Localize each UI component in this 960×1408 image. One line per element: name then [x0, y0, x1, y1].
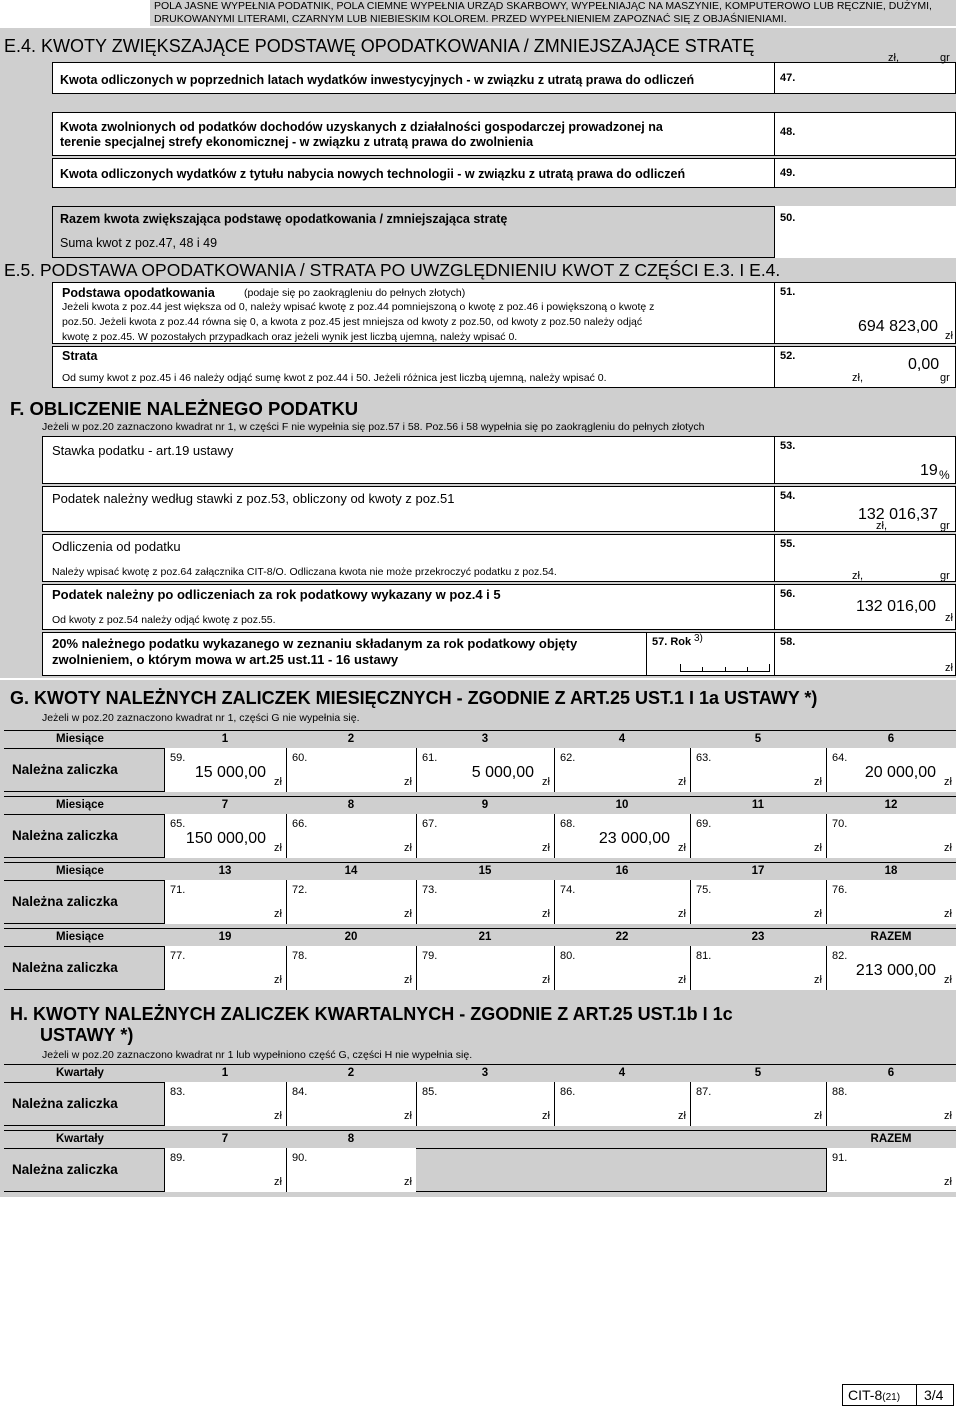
monthly-column-head: 7: [221, 799, 229, 811]
quarterly-advance-label: Należna zaliczka: [12, 1096, 118, 1111]
monthly-advance-label: Należna zaliczka: [12, 828, 118, 843]
row-51-desc-line1: Jeżeli kwota z poz.44 jest większa od 0, należy wpisać kwotę z poz.44 pomniejszoną o kwotę z poz.46 i powiększoną o kwotę z: [62, 301, 655, 313]
field-number-56: 56.: [780, 588, 796, 600]
monthly-column-head: 10: [615, 799, 629, 811]
unit-zl: zł: [814, 776, 822, 788]
field-number-55: 55.: [780, 538, 796, 550]
row-54-label: Podatek należny według stawki z poz.53, obliczony od kwoty z poz.51: [52, 491, 455, 506]
year-tick: [725, 667, 726, 672]
monthly-column-head: 19: [218, 931, 232, 943]
unit-zl: zł,: [852, 372, 863, 384]
monthly-field-number: 80.: [560, 950, 576, 962]
row-48-divider: [774, 112, 775, 156]
row-50-label: Razem kwota zwiększająca podstawę opodatkowania / zmniejszająca stratę: [60, 212, 508, 226]
section-h-title-line2: USTAWY *): [40, 1025, 134, 1045]
quarterly-column-head: 7: [221, 1133, 229, 1145]
form-version: (21): [882, 1392, 901, 1403]
monthly-column-head: 14: [344, 865, 358, 877]
monthly-column-head: 5: [754, 733, 762, 745]
field-number-58: 58.: [780, 636, 796, 648]
monthly-column-head: 6: [887, 733, 895, 745]
monthly-column-head: 23: [751, 931, 765, 943]
unit-zl: zł: [945, 662, 953, 674]
unit-zl: zł: [945, 330, 953, 342]
monthly-column-head: 3: [481, 733, 489, 745]
unit-zl: zł: [678, 1110, 686, 1122]
field-47-input[interactable]: [776, 62, 956, 94]
unit-percent: %: [939, 468, 950, 482]
unit-zl: zł: [678, 974, 686, 986]
field-number-47: 47.: [780, 72, 796, 84]
unit-zl: zł: [274, 974, 282, 986]
row-58-divider: [774, 632, 775, 676]
row-52-label: Strata: [62, 349, 98, 363]
monthly-field-number: 62.: [560, 752, 576, 764]
quarterly-row-label: Kwartały: [56, 1067, 104, 1079]
row-56-description: Od kwoty z poz.54 należy odjąć kwotę z poz.55.: [52, 614, 276, 626]
unit-zl: zł: [944, 974, 952, 986]
monthly-advance-label: Należna zaliczka: [12, 960, 118, 975]
field-number-54: 54.: [780, 490, 796, 502]
unit-zl: zł: [678, 776, 686, 788]
monthly-row-label: Miesiące: [56, 799, 104, 811]
unit-zl: zł: [274, 1176, 282, 1188]
unit-zl: zł: [542, 1110, 550, 1122]
row-55-label: Odliczenia od podatku: [52, 539, 181, 554]
monthly-column-head: 16: [615, 865, 629, 877]
unit-zl: zł: [944, 776, 952, 788]
monthly-field-number: 72.: [292, 884, 308, 896]
unit-zl: zł: [404, 974, 412, 986]
quarterly-field-number: 88.: [832, 1086, 848, 1098]
monthly-column-head: 20: [344, 931, 358, 943]
unit-zl: zł,: [876, 520, 887, 532]
quarterly-field-number: 87.: [696, 1086, 712, 1098]
monthly-field-number: 74.: [560, 884, 576, 896]
field-53-value[interactable]: 19: [920, 462, 938, 479]
unit-gr: gr: [940, 570, 950, 582]
quarterly-column-head: 6: [887, 1067, 895, 1079]
row-57-left-divider: [646, 632, 647, 676]
monthly-column-head: 21: [478, 931, 492, 943]
monthly-column-head: 4: [618, 733, 626, 745]
monthly-row-label: Miesiące: [56, 733, 104, 745]
quarterly-field-number: 89.: [170, 1152, 186, 1164]
field-49-input[interactable]: [776, 158, 956, 188]
unit-zl: zł: [814, 974, 822, 986]
field-number-52: 52.: [780, 350, 796, 362]
unit-zl: zł: [542, 908, 550, 920]
unit-zl: zł: [944, 1176, 952, 1188]
section-e4-title: E.4. KWOTY ZWIĘKSZAJĄCE PODSTAWĘ OPODATKOWANIA / ZMNIEJSZAJĄCE STRATĘ: [4, 36, 755, 56]
unit-zl: zł: [678, 908, 686, 920]
row-51-divider: [774, 282, 775, 344]
field-48-input[interactable]: [776, 112, 956, 156]
unit-zl: zł: [945, 612, 953, 624]
monthly-field-number: 82.: [832, 950, 848, 962]
section-h-note: Jeżeli w poz.20 zaznaczono kwadrat nr 1 lub wypełniono część G, części H nie wypełnia się.: [42, 1049, 473, 1061]
monthly-field-number: 73.: [422, 884, 438, 896]
monthly-column-head: 2: [347, 733, 355, 745]
unit-zl: zł: [404, 776, 412, 788]
unit-zl: zł: [274, 842, 282, 854]
unit-zl: zł: [542, 776, 550, 788]
monthly-field-number: 64.: [832, 752, 848, 764]
row-48-label-line2: terenie specjalnej strefy ekonomicznej - w związku z utratą prawa do zwolnienia: [60, 135, 534, 149]
unit-zl: zł: [944, 908, 952, 920]
monthly-field-number: 76.: [832, 884, 848, 896]
row-51-note: (podaje się po zaokrągleniu do pełnych złotych): [244, 287, 466, 299]
unit-zl: zł: [944, 1110, 952, 1122]
quarterly-row-label: Kwartały: [56, 1133, 104, 1145]
monthly-field-value[interactable]: 213 000,00: [855, 962, 936, 979]
row-52-divider: [774, 346, 775, 388]
monthly-column-head: 15: [478, 865, 492, 877]
field-number-57: 57. Rok: [652, 636, 692, 648]
unit-zl: zł: [944, 842, 952, 854]
row-58-label-line1: 20% należnego podatku wykazanego w zeznaniu składanym za rok podatkowy objęty: [52, 636, 578, 651]
row-52-description: Od sumy kwot z poz.45 i 46 należy odjąć sumę kwot z poz.44 i 50. Jeżeli różnica jest liczbą ujemną, należy wpisać 0.: [62, 372, 607, 384]
quarterly-advance-label: Należna zaliczka: [12, 1162, 118, 1177]
quarterly-body-row: [4, 1148, 956, 1192]
monthly-field-number: 59.: [170, 752, 186, 764]
quarterly-column-head: 8: [347, 1133, 355, 1145]
unit-zl: zł: [274, 776, 282, 788]
monthly-field-number: 68.: [560, 818, 576, 830]
monthly-column-head: 13: [218, 865, 232, 877]
monthly-column-head: 12: [884, 799, 898, 811]
monthly-column-head: 17: [751, 865, 765, 877]
unit-zl: zł,: [852, 570, 863, 582]
monthly-column-head: 9: [481, 799, 489, 811]
unit-gr: gr: [940, 52, 950, 64]
monthly-field-number: 69.: [696, 818, 712, 830]
field-50-input[interactable]: [774, 206, 956, 258]
monthly-field-number: 71.: [170, 884, 186, 896]
quarterly-field-number: 85.: [422, 1086, 438, 1098]
section-g-title: G. KWOTY NALEŻNYCH ZALICZEK MIESIĘCZNYCH - ZGODNIE Z ART.25 UST.1 I 1a USTAWY *): [10, 688, 818, 708]
unit-zl: zł: [274, 908, 282, 920]
field-number-49: 49.: [780, 167, 796, 179]
quarterly-field-number: 83.: [170, 1086, 186, 1098]
monthly-column-head: 11: [751, 799, 765, 811]
section-f-note: Jeżeli w poz.20 zaznaczono kwadrat nr 1, w części F nie wypełnia się poz.57 i 58. Poz.56 i 58 wypełnia się po zaokrągleniu do pełnych złotych: [42, 421, 705, 433]
unit-zl: zł: [542, 974, 550, 986]
monthly-advance-label: Należna zaliczka: [12, 894, 118, 909]
row-51-description: [62, 300, 762, 345]
row-47-label: Kwota odliczonych w poprzednich latach wydatków inwestycyjnych - w związku z utratą prawa do odliczeń: [60, 73, 695, 87]
monthly-field-number: 75.: [696, 884, 712, 896]
unit-zl: zł: [678, 842, 686, 854]
year-tick: [747, 667, 748, 672]
row-49-label: Kwota odliczonych wydatków z tytułu nabycia nowych technologii - w związku z utratą prawa do odliczeń: [60, 167, 686, 181]
row-58-label-line2: zwolnieniem, o którym mowa w art.25 ust.11 - 16 ustawy: [52, 652, 399, 667]
monthly-column-head: 1: [221, 733, 229, 745]
unit-zl: zł,: [888, 52, 899, 64]
unit-zl: zł: [404, 842, 412, 854]
monthly-field-value[interactable]: 150 000,00: [185, 830, 266, 847]
monthly-column-head: 22: [615, 931, 629, 943]
quarterly-column-head: 5: [754, 1067, 762, 1079]
footer-form-id: [848, 1387, 900, 1403]
unit-zl: zł: [814, 1110, 822, 1122]
unit-zl: zł: [814, 842, 822, 854]
field-51-value[interactable]: 694 823,00: [858, 318, 939, 335]
form-name: CIT-8: [848, 1387, 883, 1403]
quarterly-column-head: 2: [347, 1067, 355, 1079]
row-53-divider: [774, 436, 775, 484]
field-54-value[interactable]: 132 016,37: [858, 506, 939, 523]
quarterly-header-row: [4, 1130, 956, 1148]
monthly-column-head: 18: [884, 865, 898, 877]
field-number-50: 50.: [780, 212, 796, 224]
section-h-title-line1: H. KWOTY NALEŻNYCH ZALICZEK KWARTALNYCH - ZGODNIE Z ART.25 UST.1b I 1c: [10, 1004, 733, 1024]
row-54-divider: [774, 486, 775, 532]
section-g-note: Jeżeli w poz.20 zaznaczono kwadrat nr 1, części G nie wypełnia się.: [42, 712, 360, 724]
row-56-divider: [774, 584, 775, 630]
quarterly-field-number: 90.: [292, 1152, 308, 1164]
monthly-field-value[interactable]: 20 000,00: [864, 764, 936, 781]
unit-zl: zł: [404, 1110, 412, 1122]
unit-gr: gr: [940, 520, 950, 532]
footnote-3-marker: 3): [694, 633, 703, 644]
monthly-column-head: RAZEM: [870, 931, 912, 943]
monthly-field-number: 65.: [170, 818, 186, 830]
monthly-field-number: 63.: [696, 752, 712, 764]
monthly-row-label: Miesiące: [56, 865, 104, 877]
row-53-label: Stawka podatku - art.19 ustawy: [52, 443, 234, 458]
quarterly-field-number: 86.: [560, 1086, 576, 1098]
monthly-field-number: 78.: [292, 950, 308, 962]
quarterly-column-head: RAZEM: [870, 1133, 912, 1145]
unit-zl: zł: [814, 908, 822, 920]
instructions-note: POLA JASNE WYPEŁNIA PODATNIK, POLA CIEMNE WYPEŁNIA URZĄD SKARBOWY, WYPEŁNIAJĄC NA MASZYNIE, KOMPUTEROWO LUB RĘCZNIE, DUŻYMI, DRUKOWANYMI LITERAMI, CZARNYM LUB NIEBIESKIM KOLOREM. PRZED WYPEŁNIENIEM ZAPOZNAĆ SIĘ Z OBJAŚNIENIAMI.: [150, 0, 956, 26]
monthly-row-label: Miesiące: [56, 931, 104, 943]
monthly-field-number: 81.: [696, 950, 712, 962]
row-48-label-line1: Kwota zwolnionych od podatków dochodów uzyskanych z działalności gospodarczej prowadzonej na: [60, 120, 663, 134]
monthly-field-value[interactable]: 23 000,00: [598, 830, 670, 847]
monthly-field-number: 79.: [422, 950, 438, 962]
field-number-53: 53.: [780, 440, 796, 452]
monthly-field-number: 61.: [422, 752, 438, 764]
unit-zl: zł: [404, 1176, 412, 1188]
unit-zl: zł: [274, 1110, 282, 1122]
row-51-label: Podstawa opodatkowania: [62, 286, 215, 300]
field-52-value[interactable]: 0,00: [908, 356, 940, 373]
unit-gr: gr: [940, 372, 950, 384]
monthly-field-number: 60.: [292, 752, 308, 764]
quarterly-column-head: 1: [221, 1067, 229, 1079]
quarterly-column-head: 3: [481, 1067, 489, 1079]
year-tick: [702, 667, 703, 672]
section-e5-title: E.5. PODSTAWA OPODATKOWANIA / STRATA PO UWZGLĘDNIENIU KWOT Z CZĘŚCI E.3. I E.4.: [4, 260, 781, 280]
row-47-divider: [774, 62, 775, 94]
field-55-input[interactable]: [776, 534, 956, 582]
row-51-desc-line2: poz.50. Jeżeli kwota z poz.44 równa się 0, a kwota z poz.45 jest mniejsza od kwoty z poz.50, od kwoty z poz.50 należy odjąć: [62, 316, 643, 328]
monthly-field-number: 70.: [832, 818, 848, 830]
monthly-field-number: 77.: [170, 950, 186, 962]
field-58-input[interactable]: [776, 632, 956, 676]
section-f-title: F. OBLICZENIE NALEŻNEGO PODATKU: [10, 398, 359, 419]
field-56-value[interactable]: 132 016,00: [856, 598, 937, 615]
monthly-advance-label: Należna zaliczka: [12, 762, 118, 777]
field-number-51: 51.: [780, 286, 796, 298]
footer-divider: [916, 1384, 917, 1406]
quarterly-column-head: 4: [618, 1067, 626, 1079]
row-51-desc-line3: kwotę z poz.45. W pozostałych przypadkach oraz jeżeli wynik jest liczbą ujemną, należy wpisać 0.: [62, 331, 518, 343]
row-55-divider: [774, 534, 775, 582]
monthly-field-number: 67.: [422, 818, 438, 830]
unit-zl: zł: [542, 842, 550, 854]
row-55-description: Należy wpisać kwotę z poz.64 załącznika CIT-8/O. Odliczana kwota nie może przekroczyć podatku z poz.54.: [52, 566, 557, 578]
footer-page-number: 3/4: [924, 1387, 944, 1403]
row-56-label: Podatek należny po odliczeniach za rok podatkowy wykazany w poz.4 i 5: [52, 587, 501, 602]
row-50-sub: Suma kwot z poz.47, 48 i 49: [60, 236, 218, 250]
monthly-column-head: 8: [347, 799, 355, 811]
unit-zl: zł: [404, 908, 412, 920]
row-49-divider: [774, 158, 775, 188]
monthly-field-value[interactable]: 5 000,00: [471, 764, 534, 781]
quarterly-field-number: 84.: [292, 1086, 308, 1098]
monthly-field-number: 66.: [292, 818, 308, 830]
field-number-48: 48.: [780, 126, 796, 138]
quarterly-field-number: 91.: [832, 1152, 848, 1164]
monthly-field-value[interactable]: 15 000,00: [194, 764, 266, 781]
